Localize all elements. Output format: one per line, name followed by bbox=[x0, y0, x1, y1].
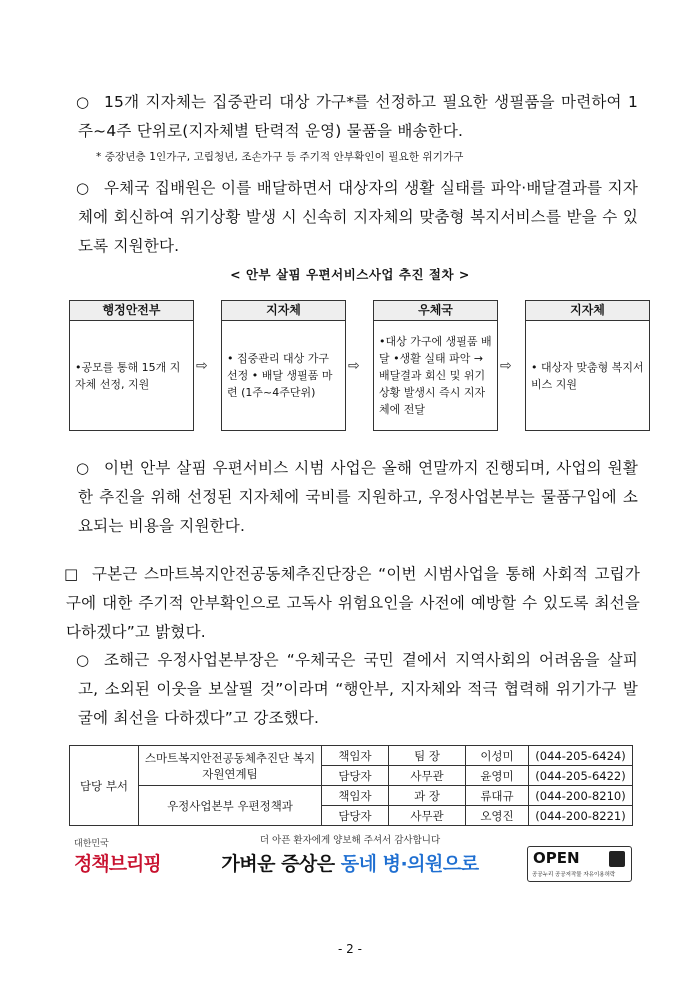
name-cell: 류대규 bbox=[466, 786, 529, 806]
stage-1 bbox=[69, 300, 194, 431]
arrow-icon: ⇨ bbox=[348, 358, 360, 374]
open-sub-text: 공공누리 공공저작물 자유이용허락 bbox=[532, 872, 616, 878]
table-row bbox=[70, 786, 633, 806]
procedure-title: < 안부 살핌 우편서비스사업 추진 절차 > bbox=[230, 267, 470, 282]
paragraph-1 bbox=[78, 88, 638, 146]
contact-table bbox=[69, 745, 633, 826]
name-cell: 오영진 bbox=[466, 806, 529, 826]
banner-highlight-text: 동네 병·의원으로 bbox=[340, 853, 479, 875]
footnote: * 중장년층 1인가구, 고립청년, 조손가구 등 주기적 안부확인이 필요한 위기가구 bbox=[96, 151, 464, 163]
title-cell: 과 장 bbox=[389, 786, 466, 806]
stage-body: •대상 가구에 생필품 배달 •생활 실태 파악 → 배달결과 회신 및 위기 상황 발생시 즉시 지자체에 전달 bbox=[379, 335, 492, 416]
page-number: - 2 - bbox=[338, 942, 362, 956]
phone-cell: (044-205-6422) bbox=[529, 766, 633, 786]
title-cell: 사무관 bbox=[389, 806, 466, 826]
stage-head: 우체국 bbox=[374, 301, 497, 321]
bullet-square: □ bbox=[64, 565, 79, 583]
campaign-banner bbox=[190, 832, 510, 890]
paragraph-4 bbox=[66, 560, 640, 647]
logo-small-text: 대한민국 bbox=[74, 839, 109, 849]
arrow-icon: ⇨ bbox=[196, 358, 208, 374]
role-cell: 담당자 bbox=[322, 806, 389, 826]
bullet-circle: ○ bbox=[76, 459, 90, 477]
paragraph-2 bbox=[78, 174, 638, 261]
contact-label: 담당 부서 bbox=[70, 746, 139, 826]
paragraph-3 bbox=[78, 454, 638, 541]
arrow-icon: ⇨ bbox=[500, 358, 512, 374]
paragraph-text: 조해근 우정사업본부장은 “우체국은 국민 곁에서 지역사회의 어려움을 살피고, 소외된 이웃을 보살필 것”이라며 “행안부, 지자체와 적극 협력해 위기가구 발굴에 최선을 다하겠다”고 강조했다. bbox=[78, 651, 638, 727]
dept-cell: 우정사업본부 우편정책과 bbox=[139, 786, 322, 826]
banner-main bbox=[190, 849, 510, 876]
paragraph-text: 이번 안부 살핌 우편서비스 시범 사업은 올해 연말까지 진행되며, 사업의 원활한 추진을 위해 선정된 지자체에 국비를 지원하고, 우정사업본부는 물품구입에 소요되는 비용을 지원한다. bbox=[78, 459, 638, 535]
stage-head: 지자체 bbox=[222, 301, 345, 321]
banner-top-text: 더 아픈 환자에게 양보해 주셔서 감사합니다 bbox=[259, 835, 441, 846]
name-cell: 이성미 bbox=[466, 746, 529, 766]
table-row bbox=[70, 746, 633, 766]
phone-cell: (044-200-8221) bbox=[529, 806, 633, 826]
title-cell: 팀 장 bbox=[389, 746, 466, 766]
banner-main-text: 가벼운 증상은 bbox=[221, 853, 341, 875]
paragraph-text: 15개 지자체는 집중관리 대상 가구*를 선정하고 필요한 생필품을 마련하여 1주~4주 단위로(지자체별 탄력적 운영) 물품을 배송한다. bbox=[78, 93, 638, 140]
bullet-circle: ○ bbox=[76, 179, 90, 197]
name-cell: 윤영미 bbox=[466, 766, 529, 786]
paragraph-5 bbox=[78, 646, 638, 733]
stage-body: • 대상자 맞춤형 복지서비스 지원 bbox=[531, 360, 644, 391]
phone-cell: (044-205-6424) bbox=[529, 746, 633, 766]
policy-briefing-logo bbox=[74, 836, 164, 894]
paragraph-text: 구본근 스마트복지안전공동체추진단장은 “이번 시범사업을 통해 사회적 고립가구에 대한 주기적 안부확인으로 고독사 위험요인을 사전에 예방할 수 있도록 최선을 다하겠다”고 밝혔다. bbox=[66, 565, 640, 641]
open-license-mark bbox=[527, 846, 632, 882]
stage-4 bbox=[525, 300, 650, 431]
logo-main-text: 정책브리핑 bbox=[74, 853, 161, 875]
stage-3 bbox=[373, 300, 498, 431]
stage-head: 행정안전부 bbox=[70, 301, 193, 321]
dept-cell: 스마트복지안전공동체추진단 복지자원연계팀 bbox=[139, 746, 322, 786]
open-label: OPEN bbox=[533, 849, 580, 867]
title-cell: 사무관 bbox=[389, 766, 466, 786]
bullet-circle: ○ bbox=[76, 651, 90, 669]
role-cell: 책임자 bbox=[322, 786, 389, 806]
stage-2 bbox=[221, 300, 346, 431]
paragraph-text: 우체국 집배원은 이를 배달하면서 대상자의 생활 실태를 파악·배달결과를 지자체에 회신하여 위기상황 발생 시 신속히 지자체의 맞춤형 복지서비스를 받을 수 있도록 지원한다. bbox=[78, 179, 638, 255]
role-cell: 책임자 bbox=[322, 746, 389, 766]
role-cell: 담당자 bbox=[322, 766, 389, 786]
stage-head: 지자체 bbox=[526, 301, 649, 321]
phone-cell: (044-200-8210) bbox=[529, 786, 633, 806]
person-icon bbox=[609, 851, 625, 867]
stage-body: •공모를 통해 15개 지자체 선정, 지원 bbox=[75, 360, 181, 391]
bullet-circle: ○ bbox=[76, 93, 90, 111]
stage-body: • 집중관리 대상 가구 선정 • 배달 생필품 마련 (1주~4주단위) bbox=[227, 352, 333, 399]
